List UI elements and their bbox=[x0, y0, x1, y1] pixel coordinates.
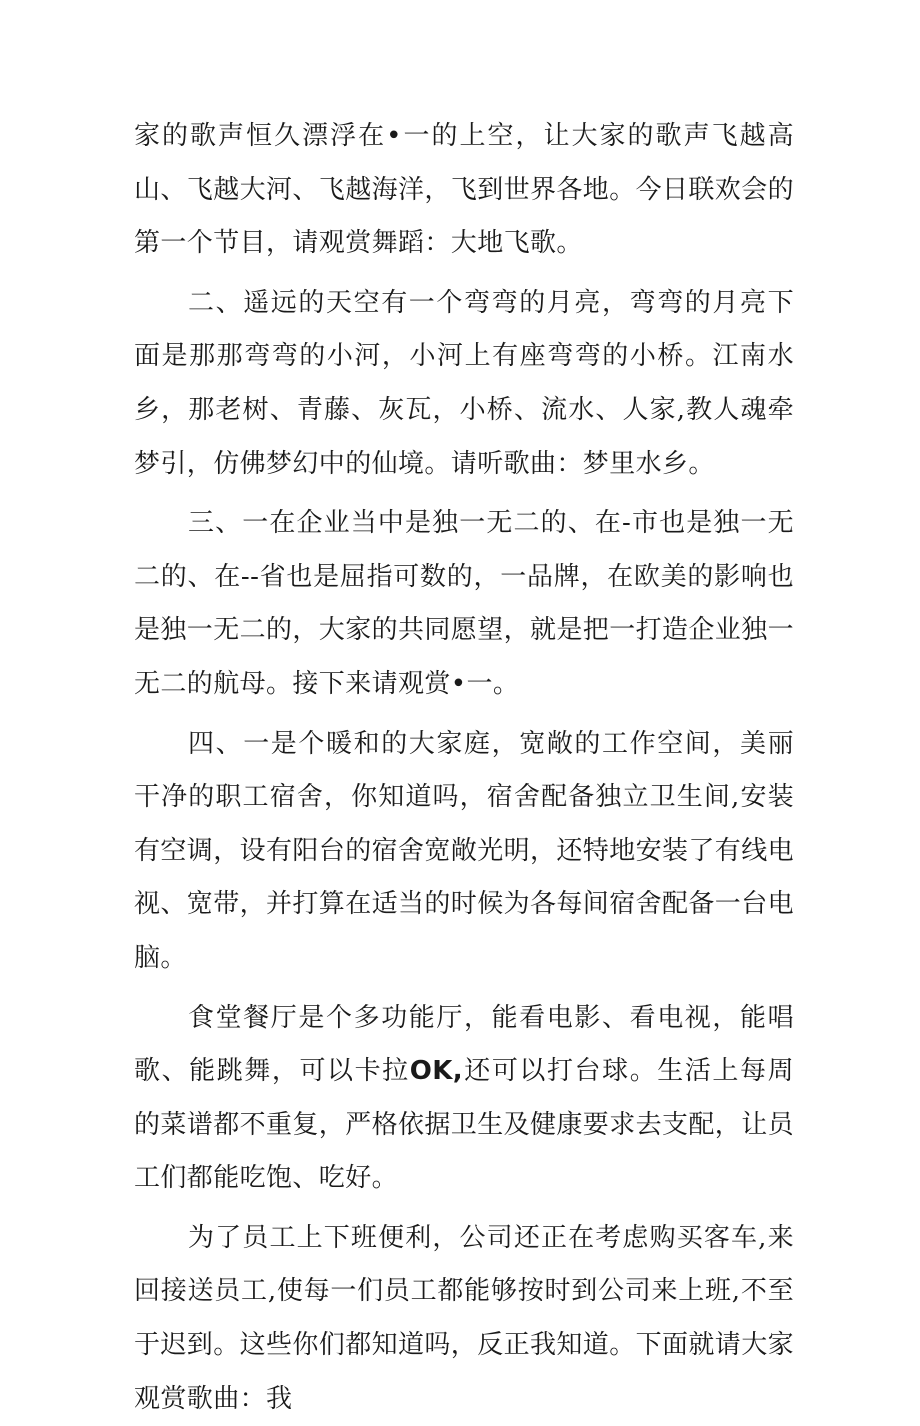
paragraph-commute: 为了员工上下班便利，公司还正在考虑购买客车,来回接送员工,使每一们员工都能够按时到公司来上班,不至于迟到。这些你们都知道吗，反正我知道。下面就请大家观赏歌曲：我 bbox=[134, 1222, 795, 1414]
paragraph-canteen-text-after: 还可以打台球。生活上每周的菜谱都不重复，严格依据卫生及健康要求去支配，让员工们都能吃饱、吃好。 bbox=[134, 1056, 795, 1194]
document-body bbox=[134, 110, 794, 1426]
paragraph-canteen-text-before: 食堂餐厅是个多功能厅，能看电影、看电视，能唱歌、能跳舞，可以卡拉 bbox=[134, 1002, 794, 1087]
paragraph-canteen-ok-text: OK, bbox=[409, 1056, 464, 1087]
paragraph-item-four: 四、一是个暖和的大家庭，宽敞的工作空间，美丽干净的职工宿舍，你知道吗，宿舍配备独立卫生间,安装有空调，设有阳台的宿舍宽敞光明，还特地安装了有线电视、宽带，并打算在适当的时候为各每间宿舍配备一台电脑。 bbox=[134, 728, 795, 973]
paragraph-canteen bbox=[134, 992, 794, 1206]
paragraph-item-two: 二、遥远的天空有一个弯弯的月亮，弯弯的月亮下面是那那弯弯的小河，小河上有座弯弯的小桥。江南水乡，那老树、青藤、灰瓦，小桥、流水、人家,教人魂牵梦引，仿佛梦幻中的仙境。请听歌曲：梦里水乡。 bbox=[134, 287, 794, 479]
paragraph-item-three: 三、一在企业当中是独一无二的、在-市也是独一无二的、在--省也是屈指可数的，一品牌，在欧美的影响也是独一无二的，大家的共同愿望，就是把一打造企业独一无二的航母。接下来请观赏•一。 bbox=[134, 508, 795, 699]
paragraph-continuation: 家的歌声恒久漂浮在•一的上空，让大家的歌声飞越高山、飞越大河、飞越海洋，飞到世界各地。今日联欢会的第一个节目，请观赏舞蹈：大地飞歌。 bbox=[134, 121, 795, 259]
